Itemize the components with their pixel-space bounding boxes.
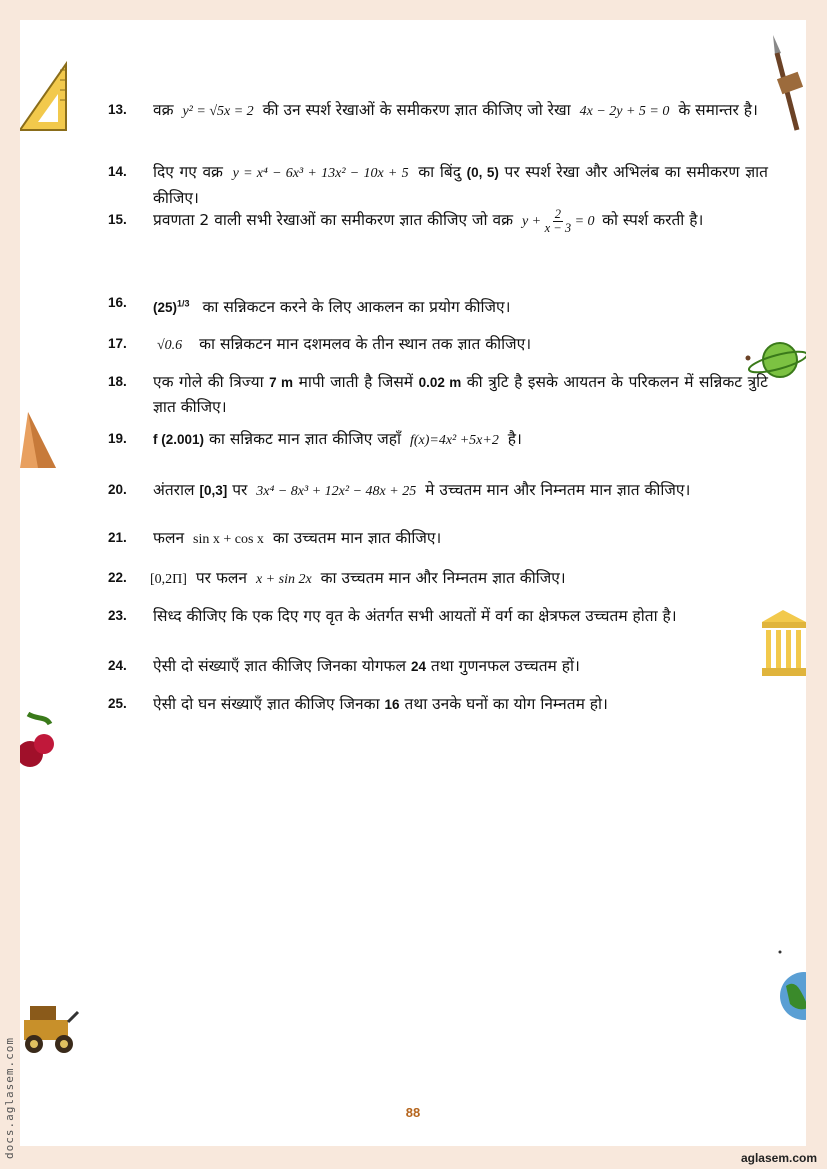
question-text: पर फलन	[195, 569, 248, 587]
footer-site-link[interactable]: aglasem.com	[740, 1151, 817, 1165]
question-number: 20.	[108, 482, 127, 497]
spear-hammer-icon	[765, 35, 805, 135]
function-expression: x + sin 2x	[255, 572, 312, 587]
sqrt-expression: √0.6	[157, 338, 183, 353]
question-20	[108, 478, 768, 504]
question-text: पर स्पर्श रेखा और अभिलंब का समीकरण ज्ञात कीजिए।	[153, 163, 768, 207]
old-car-icon	[20, 1000, 82, 1056]
question-16	[108, 291, 768, 320]
interval-value: [0,2Π]	[150, 572, 187, 587]
function-value: f (2.001)	[153, 432, 205, 447]
question-15	[108, 208, 768, 235]
question-text: का सन्निकट मान ज्ञात कीजिए जहाँ	[208, 430, 401, 448]
question-21	[108, 526, 768, 552]
fraction-denominator: x − 3	[544, 221, 572, 236]
question-25	[108, 692, 768, 717]
curve-equation: y = x⁴ − 6x³ + 13x² − 10x + 5	[232, 166, 409, 181]
question-18	[108, 370, 768, 419]
power-exponent: 1/3	[177, 298, 190, 308]
question-number: 15.	[108, 212, 127, 227]
question-number: 24.	[108, 658, 127, 673]
watermark-text: docs.aglasem.com	[3, 1037, 16, 1159]
question-text: फलन	[153, 529, 185, 547]
question-number: 25.	[108, 696, 127, 711]
fraction	[545, 208, 571, 235]
question-text: अंतराल	[153, 481, 195, 499]
question-text: को स्पर्श करती है।	[602, 211, 704, 229]
radius-value: 7 m	[269, 375, 294, 390]
question-text: एक गोले की त्रिज्या	[153, 373, 264, 391]
question-22	[108, 566, 768, 592]
question-text: पर	[232, 481, 248, 499]
fraction-numerator: 2	[554, 207, 561, 222]
pyramid-icon	[20, 412, 58, 470]
question-number: 16.	[108, 295, 127, 310]
question-number: 22.	[108, 570, 127, 585]
power-base: (25)	[153, 299, 178, 315]
question-text: मापी जाती है जिसमें	[298, 373, 414, 391]
document-page	[20, 20, 806, 1146]
question-text: का उच्चतम मान और निम्नतम ज्ञात कीजिए।	[320, 569, 566, 587]
function-equation: f(x)=4x² +5x+2	[409, 433, 499, 448]
page-number: 88	[405, 1105, 421, 1120]
question-text: मे उच्चतम मान और निम्नतम मान ज्ञात कीजिए।	[425, 481, 691, 499]
question-text: तथा उनके घनों का योग निम्नतम हो।	[404, 695, 608, 713]
number-value: 16	[384, 697, 400, 712]
function-expression: sin x + cos x	[193, 532, 264, 547]
curve-equation	[521, 207, 598, 236]
question-text: है।	[507, 430, 522, 448]
power-expression	[153, 300, 190, 315]
question-text: का बिंदु	[418, 163, 461, 181]
question-text: तथा गुणनफल उच्चतम हों।	[430, 657, 580, 675]
question-text: ऐसी दो घन संख्याएँ ज्ञात कीजिए जिनका	[153, 695, 380, 713]
question-number: 19.	[108, 431, 127, 446]
globe-icon	[778, 950, 806, 1020]
polynomial-expression: 3x⁴ − 8x³ + 12x² − 48x + 25	[256, 484, 417, 499]
question-text: प्रवणता 2 वाली सभी रेखाओं का समीकरण ज्ञात कीजिए जो वक्र	[153, 211, 514, 229]
question-text: का सन्निकटन मान दशमलव के तीन स्थान तक ज्ञात कीजिए।	[199, 335, 532, 353]
question-number: 17.	[108, 336, 127, 351]
line-equation: 4x − 2y + 5 = 0	[579, 104, 670, 119]
question-text: का सन्निकटन करने के लिए आकलन का प्रयोग कीजिए।	[202, 297, 511, 316]
point-value: (0, 5)	[466, 165, 499, 180]
question-13	[108, 98, 768, 124]
question-text: के समान्तर है।	[678, 101, 758, 119]
error-value: 0.02 m	[418, 375, 462, 390]
interval-value: [0,3]	[199, 483, 228, 498]
ruler-triangle-icon	[20, 60, 70, 135]
sum-value: 24	[410, 659, 426, 674]
question-text: वक्र	[153, 101, 174, 119]
question-17	[108, 332, 768, 358]
question-23	[108, 604, 768, 628]
question-19	[108, 427, 768, 453]
question-text: की त्रुटि है इसके आयतन के परिकलन में सन्निकट त्रुटि ज्ञात कीजिए।	[153, 373, 768, 416]
question-number: 13.	[108, 102, 127, 117]
question-number: 14.	[108, 164, 127, 179]
question-14	[108, 160, 768, 210]
cherries-icon	[20, 710, 56, 776]
question-number: 18.	[108, 374, 127, 389]
equation-part: y +	[521, 214, 542, 229]
question-24	[108, 654, 768, 679]
curve-equation: y² = √5x = 2	[182, 104, 254, 119]
question-text: ऐसी दो संख्याएँ ज्ञात कीजिए जिनका योगफल	[153, 657, 407, 675]
question-text: सिध्द कीजिए कि एक दिए गए वृत के अंतर्गत सभी आयतों में वर्ग का क्षेत्रफल उच्चतम होता है।	[153, 607, 677, 625]
question-text: दिए गए वक्र	[153, 163, 223, 181]
equation-part: = 0	[574, 214, 595, 229]
question-number: 23.	[108, 608, 127, 623]
question-text: की उन स्पर्श रेखाओं के समीकरण ज्ञात कीजिए जो रेखा	[262, 101, 571, 119]
question-text: का उच्चतम मान ज्ञात कीजिए।	[272, 529, 442, 547]
question-number: 21.	[108, 530, 127, 545]
